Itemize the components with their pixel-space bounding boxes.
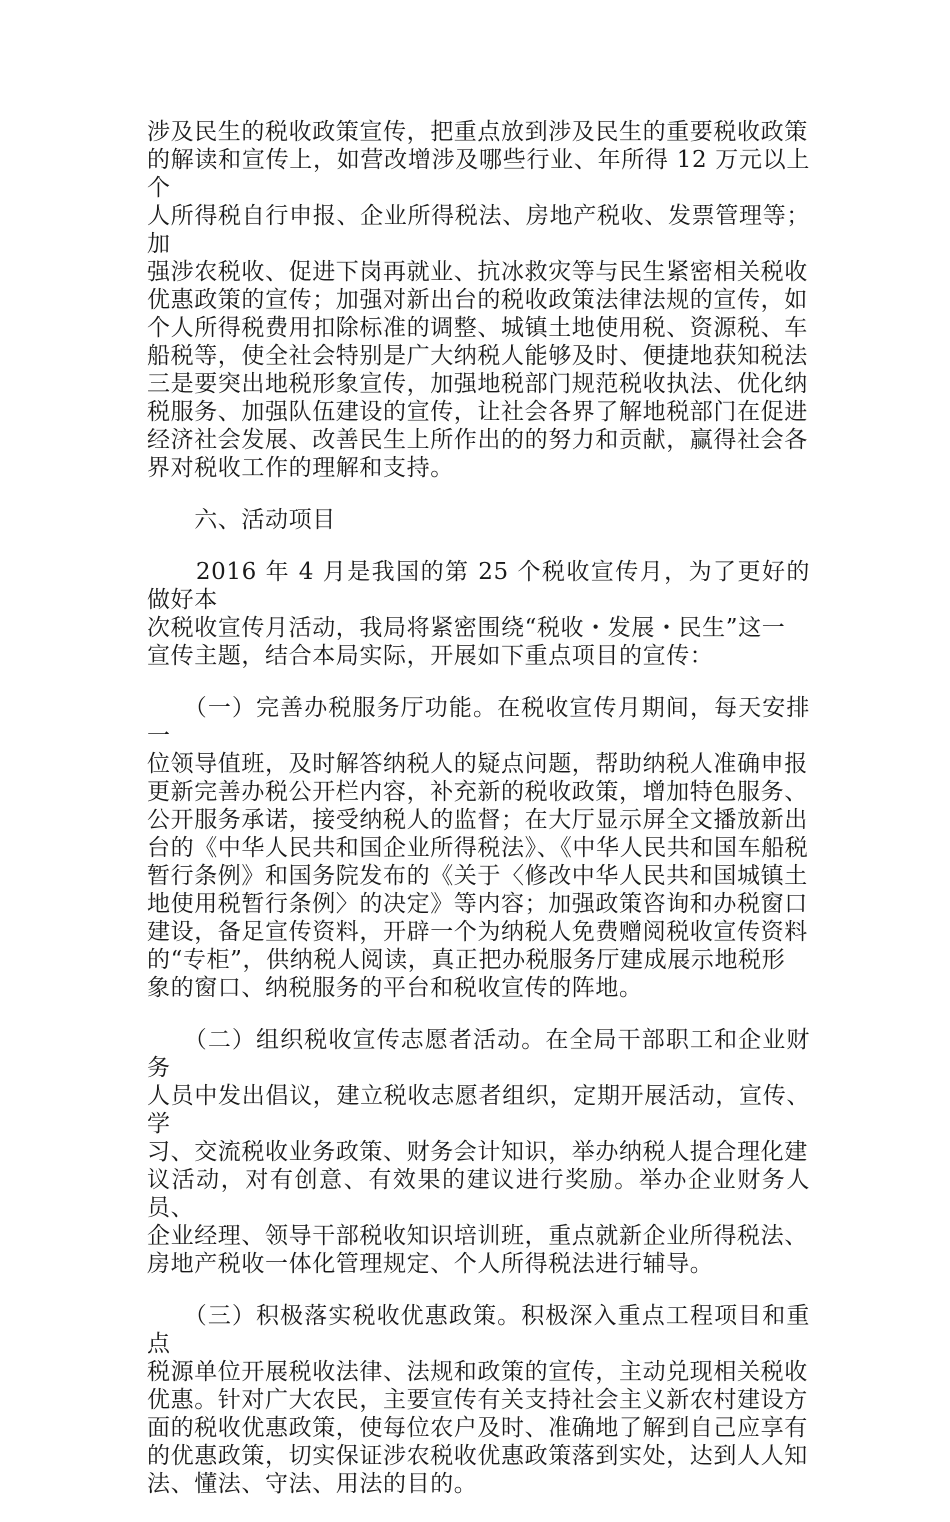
intro-paragraph: 涉及民生的税收政策宣传，把重点放到涉及民生的重要税收政策 的解读和宣传上，如营改增涉及哪些行业、年所得 12 万元以上个 人所得税自行申报、企业所得税法、房地产税收、发票管理等；加 强涉农税收、促进下岗再就业、抗冰救灾等与民生紧密相关税收 优惠政策的宣传；加强对新出台的税收政策法律法规的宣传，如 个人所得税费用扣除标准的调整、城镇土地使用税、资源税、车 船税等，使全社会特别是广大纳税人能够及时、便捷地获知税法 三是要突出地税形象宣传，加强地税部门规范税收执法、优化纳 税服务、加强队伍建设的宣传，让社会各界了解地税部门在促进 经济社会发展、改善民生上所作出的的努力和贡献，赢得社会各 界对税收工作的理解和支持。 <box>147 119 810 481</box>
paragraph-volunteers: （二）组织税收宣传志愿者活动。在全局干部职工和企业财务 人员中发出倡议，建立税收志愿者组织，定期开展活动，宣传、学 习、交流税收业务政策、财务会计知识，举办纳税人提合理化建 议活动，对有创意、有效果的建议进行奖励。举办企业财务人员、 企业经理、领导干部税收知识培训班，重点就新企业所得税法、 房地产税收一体化管理规定、个人所得税法进行辅导。 <box>147 1027 810 1277</box>
document-page <box>147 118 810 1522</box>
paragraph-tax-month: 2016 年 4 月是我国的第 25 个税收宣传月，为了更好的做好本 次税收宣传月活动，我局将紧密围绕“税收・发展・民生”这一 宣传主题，结合本局实际，开展如下重点项目的宣传： <box>147 559 810 669</box>
paragraph-preferential-policy: （三）积极落实税收优惠政策。积极深入重点工程项目和重点 税源单位开展税收法律、法规和政策的宣传，主动兑现相关税收 优惠。针对广大农民，主要宣传有关支持社会主义新农村建设方 面的税收优惠政策，使每位农户及时、准确地了解到自己应享有 的优惠政策，切实保证涉农税收优惠政策落到实处，达到人人知 法、懂法、守法、用法的目的。 <box>147 1303 810 1497</box>
paragraph-service-hall: （一）完善办税服务厅功能。在税收宣传月期间，每天安排一 位领导值班，及时解答纳税人的疑点问题，帮助纳税人准确申报 更新完善办税公开栏内容，补充新的税收政策，增加特色服务、 公开服务承诺，接受纳税人的监督；在大厅显示屏全文播放新出 台的《中华人民共和国企业所得税法》、《中华人民共和国车船税 暂行条例》和国务院发布的《关于〈修改中华人民共和国城镇土 地使用税暂行条例〉的决定》等内容；加强政策咨询和办税窗口 建设，备足宣传资料，开辟一个为纳税人免费赠阅税收宣传资料 的“专柜”，供纳税人阅读，真正把办税服务厅建成展示地税形 象的窗口、纳税服务的平台和税收宣传的阵地。 <box>147 695 810 1001</box>
section-heading: 六、活动项目 <box>147 507 336 533</box>
